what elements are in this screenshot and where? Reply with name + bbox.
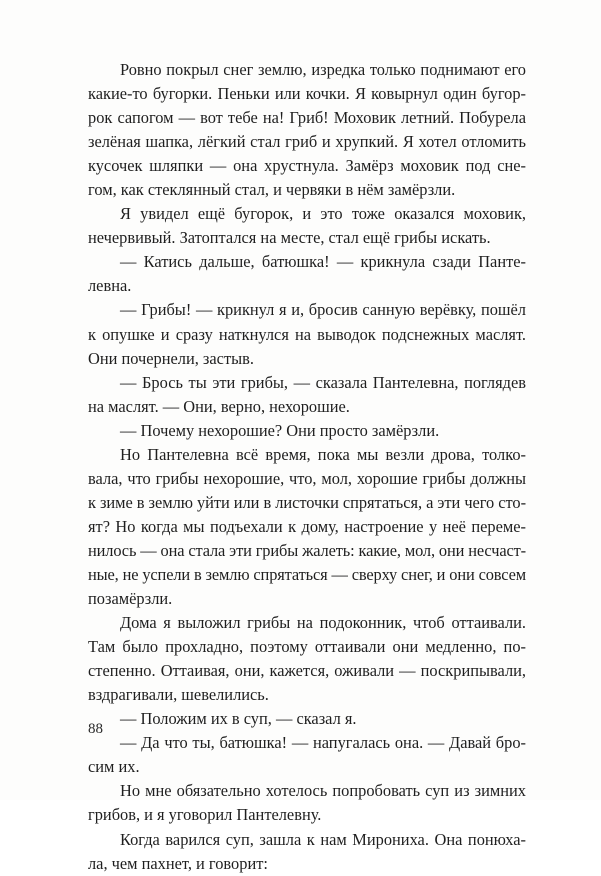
text-line: ные, не успели в землю спрятаться — сверху снег, и они совсем bbox=[88, 564, 527, 584]
text-line: — Да что ты, батюшка! — напугалась она. — Давай бро- bbox=[120, 733, 526, 753]
text-line: зелёная шапка, лёгкий стал гриб и хрупкий. Я хотел отломить bbox=[88, 132, 526, 152]
text-line: Но Пантелевна всё время, пока мы везли дрова, толко- bbox=[120, 444, 526, 464]
text-line: Когда варился суп, зашла к нам Мирониха. Она понюха- bbox=[120, 829, 526, 849]
text-line: левна. bbox=[88, 276, 132, 296]
text-line: ла, чем пахнет, и говорит: bbox=[88, 853, 268, 873]
text-line: Но мне обязательно хотелось попробовать суп из зимних bbox=[120, 781, 526, 801]
text-line: Там было прохладно, поэтому оттаивали они медленно, по- bbox=[88, 637, 526, 657]
text-line: позамёрзли. bbox=[88, 589, 173, 609]
page-text bbox=[88, 58, 526, 876]
text-line: Они почернели, застыв. bbox=[88, 348, 254, 368]
text-line: — Катись дальше, батюшка! — крикнула сзади Панте- bbox=[120, 252, 526, 272]
text-line: вала, что грибы нехорошие, что, мол, хорошие грибы должны bbox=[88, 468, 526, 488]
text-line: — Почему нехорошие? Они просто замёрзли. bbox=[120, 420, 440, 440]
text-line: Дома я выложил грибы на подоконник, чтоб оттаивали. bbox=[120, 613, 526, 633]
text-line: — Брось ты эти грибы, — сказала Пантелевна, поглядев bbox=[120, 372, 526, 392]
page-number: 88 bbox=[88, 721, 103, 737]
text-line: грибов, и я уговорил Пантелевну. bbox=[88, 805, 322, 825]
text-line: степенно. Оттаивая, они, кажется, оживали — поскрипывали, bbox=[88, 661, 526, 681]
text-line: — Грибы! — крикнул я и, бросив санную верёвку, пошёл bbox=[120, 300, 526, 320]
text-line: на маслят. — Они, верно, нехорошие. bbox=[88, 396, 350, 416]
text-line: к зиме в землю уйти или в листочки спрятаться, а эти чего сто- bbox=[88, 492, 526, 512]
text-line: какие-то бугорки. Пеньки или кочки. Я ковырнул один бугор- bbox=[88, 84, 526, 104]
text-line: ят? Но когда мы подъехали к дому, настроение у неё переме- bbox=[88, 516, 526, 536]
text-line: к опушке и сразу наткнулся на выводок подснежных маслят. bbox=[88, 324, 526, 344]
text-line: вздрагивали, шевелились. bbox=[88, 685, 269, 705]
text-line: нилось — она стала эти грибы жалеть: какие, мол, они несчаст- bbox=[88, 540, 527, 560]
text-line: — Положим их в суп, — сказал я. bbox=[120, 709, 357, 729]
text-line: рок сапогом — вот тебе на! Гриб! Моховик летний. Побурела bbox=[88, 108, 526, 128]
text-line: кусочек шляпки — она хрустнула. Замёрз моховик под сне- bbox=[88, 156, 526, 176]
text-line: Я увидел ещё бугорок, и это тоже оказался моховик, bbox=[120, 204, 526, 224]
text-line: Ровно покрыл снег землю, изредка только поднимают его bbox=[120, 60, 526, 79]
text-line: сим их. bbox=[88, 757, 140, 777]
text-line: гом, как стеклянный стал, и червяки в нём замёрзли. bbox=[88, 180, 456, 200]
text-line: нечервивый. Затоптался на месте, стал ещё грибы искать. bbox=[88, 228, 491, 248]
